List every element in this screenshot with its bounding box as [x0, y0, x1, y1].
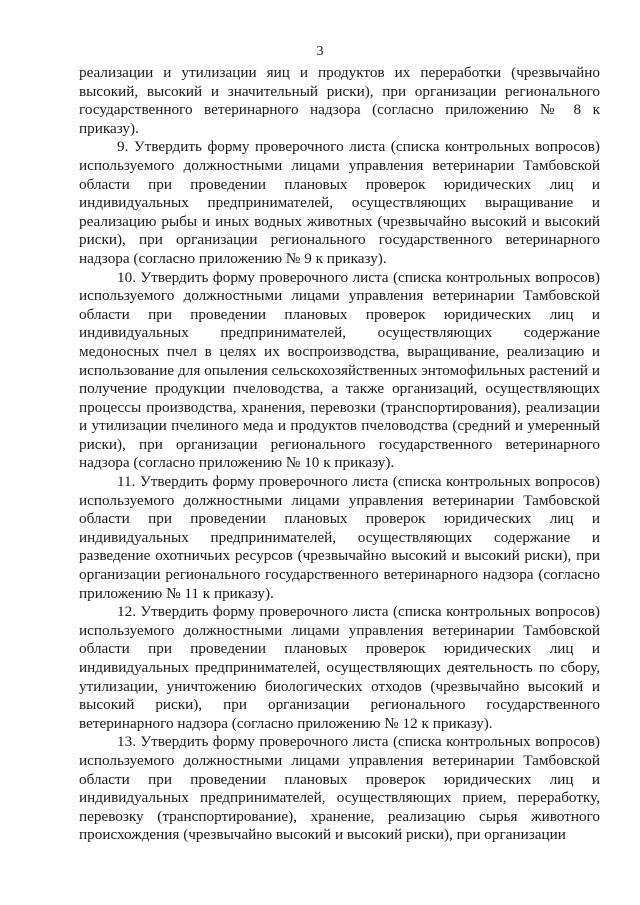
- paragraph-continuation: реализации и утилизации яиц и продуктов их переработки (чрезвычайно высокий, высокий и значительный риски), при организации регионального государственного ветеринарного надзора (согласно приложению № 8 к приказу).: [79, 64, 600, 137]
- document-body: [79, 64, 600, 845]
- page-number: 3: [316, 44, 324, 59]
- paragraph-item-12: 12. Утвердить форму проверочного листа (списка контрольных вопросов) используемого должностными лицами управления ветеринарии Тамбовской области при проведении плановых проверок юридических лиц и индивидуальных предпринимателей, осуществляющих деятельность по сбору, утилизации, уничтожению биологических отходов (чрезвычайно высокий и высокий риски), при организации регионального государственного ветеринарного надзора (согласно приложению № 12 к приказу).: [79, 603, 600, 732]
- paragraph-item-9: 9. Утвердить форму проверочного листа (списка контрольных вопросов) используемого должностными лицами управления ветеринарии Тамбовской области при проведении плановых проверок юридических лиц и индивидуальных предпринимателей, осуществляющих выращивание и реализацию рыбы и иных водных животных (чрезвычайно высокий и высокий риски), при организации регионального государственного ветеринарного надзора (согласно приложению № 9 к приказу).: [79, 138, 600, 267]
- paragraph-item-10: 10. Утвердить форму проверочного листа (списка контрольных вопросов) используемого должностными лицами управления ветеринарии Тамбовской области при проведении плановых проверок юридических лиц и индивидуальных предпринимателей, осуществляющих содержание медоносных пчел в целях их воспроизводства, выращивание, реализацию и использование для опыления сельскохозяйственных энтомофильных растений и получение продукции пчеловодства, а также организаций, осуществляющих процессы производства, хранения, перевозки (транспортирования), реализации и утилизации пчелиного меда и продуктов пчеловодства (средний и умеренный риски), при организации регионального государственного ветеринарного надзора (согласно приложению № 10 к приказу).: [79, 268, 600, 472]
- paragraph-item-11: 11. Утвердить форму проверочного листа (списка контрольных вопросов) используемого должностными лицами управления ветеринарии Тамбовской области при проведении плановых проверок юридических лиц и индивидуальных предпринимателей, осуществляющих содержание и разведение охотничьих ресурсов (чрезвычайно высокий и высокий риски), при организации регионального государственного ветеринарного надзора (согласно приложению № 11 к приказу).: [79, 473, 600, 602]
- paragraph-item-13: 13. Утвердить форму проверочного листа (списка контрольных вопросов) используемого должностными лицами управления ветеринарии Тамбовской области при проведении плановых проверок юридических лиц и индивидуальных предпринимателей, осуществляющих прием, переработку, перевозку (транспортирование), хранение, реализацию сырья животного происхождения (чрезвычайно высокий и высокий риски), при организации: [79, 733, 600, 844]
